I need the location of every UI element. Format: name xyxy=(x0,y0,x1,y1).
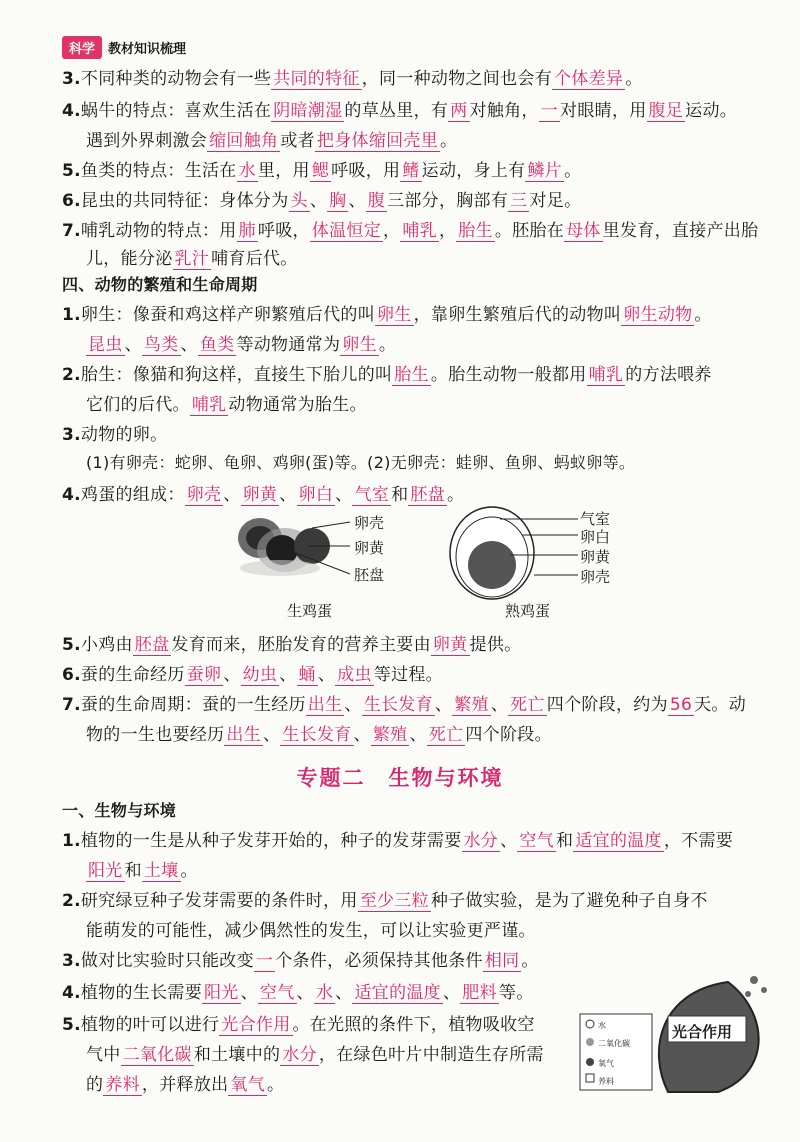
answer: 光合作用 xyxy=(221,1015,291,1035)
item-number: 2. xyxy=(62,891,81,911)
answer: 卵壳 xyxy=(186,485,222,505)
text: 。 xyxy=(180,861,198,881)
answer: 阴暗潮湿 xyxy=(273,101,343,121)
answer: 空气 xyxy=(259,983,295,1003)
text: 等。 xyxy=(498,983,534,1003)
answer: 胚盘 xyxy=(134,635,170,655)
answer: 适宜的温度 xyxy=(354,983,441,1003)
answer: 至少三粒 xyxy=(359,891,429,911)
answer: 水 xyxy=(238,161,256,181)
text: 、 xyxy=(348,191,366,211)
answer: 土壤 xyxy=(143,861,179,881)
env-1-line-2 xyxy=(86,856,198,881)
env-1-line xyxy=(62,826,733,851)
answer: 养料 xyxy=(105,1075,140,1095)
answer: 水分 xyxy=(282,1045,317,1065)
answer: 蚕卵 xyxy=(186,665,222,685)
item-number: 5. xyxy=(62,1015,81,1035)
text: 的 xyxy=(86,1075,104,1095)
answer: 头 xyxy=(290,191,308,211)
cooked-egg-label: 卵壳 xyxy=(580,568,611,586)
item-number: 7. xyxy=(62,695,81,715)
section-heading: 四、动物的繁殖和生命周期 xyxy=(62,275,258,294)
answer: 哺乳 xyxy=(588,365,624,385)
answer: 缩回触角 xyxy=(209,131,279,151)
item-number: 2. xyxy=(62,365,81,385)
answer: 胸 xyxy=(329,191,347,211)
repro-4-line xyxy=(62,480,464,505)
repro-1-line-2 xyxy=(86,330,396,355)
cooked-egg-caption: 熟鸡蛋 xyxy=(505,602,551,620)
answer: 哺乳 xyxy=(191,395,227,415)
item-number: 3. xyxy=(62,951,81,971)
env-5-line xyxy=(62,1010,535,1035)
answer: 哺乳 xyxy=(402,221,437,241)
text: 哺育后代。 xyxy=(211,249,298,269)
text: 物的一生也要经历 xyxy=(86,725,225,745)
text: 遇到外界刺激会 xyxy=(86,131,208,151)
cooked-egg-label: 卵白 xyxy=(580,528,611,546)
env-2-line xyxy=(62,886,708,911)
item-number: 1. xyxy=(62,831,81,851)
answer: 蛹 xyxy=(298,665,316,685)
raw-egg-label: 胚盘 xyxy=(354,566,385,584)
item-4-line-2 xyxy=(86,126,457,151)
text: 。 xyxy=(378,335,397,355)
item-number: 6. xyxy=(62,191,81,211)
answer: 胚盘 xyxy=(410,485,445,505)
answer: 阳光 xyxy=(204,983,239,1003)
text: 和土壤中的 xyxy=(193,1045,281,1065)
answer: 卵生 xyxy=(342,335,377,355)
text: 四个阶段，约为 xyxy=(546,695,668,715)
answer: 肺 xyxy=(238,221,256,241)
text: 发育而来，胚胎发育的营养主要由 xyxy=(171,635,431,655)
raw-egg-caption: 生鸡蛋 xyxy=(287,602,333,620)
repro-5-line xyxy=(62,630,521,655)
text: 。胎生动物一般都用 xyxy=(430,365,587,385)
text: ，并释放出 xyxy=(141,1075,229,1095)
text: 它们的后代。 xyxy=(86,395,190,415)
answer: 鱼类 xyxy=(199,335,235,355)
text: 运动，身上有 xyxy=(421,161,526,181)
repro-6-line xyxy=(62,660,443,685)
text: 气中 xyxy=(86,1045,121,1065)
answer: 卵黄 xyxy=(432,635,468,655)
text: 、 xyxy=(124,335,142,355)
env-2-line-2: 能萌发的可能性，减少偶然性的发生，可以让实验更严谨。 xyxy=(86,921,536,941)
text: 、 xyxy=(335,485,353,505)
section-heading: 一、生物与环境 xyxy=(62,801,177,820)
text: 提供。 xyxy=(469,635,522,655)
photosynthesis-title: 光合作用 xyxy=(672,1023,733,1041)
text: 、 xyxy=(500,831,518,851)
raw-egg-label: 卵壳 xyxy=(354,514,385,532)
answer: 幼虫 xyxy=(242,665,278,685)
answer: 二氧化碳 xyxy=(122,1045,192,1065)
answer: 繁殖 xyxy=(372,725,408,745)
text: 、 xyxy=(317,665,336,685)
text: 呼吸，用 xyxy=(331,161,401,181)
answer: 母体 xyxy=(566,221,601,241)
text: 、 xyxy=(490,695,509,715)
text: 蜗牛的特点：喜欢生活在 xyxy=(80,101,272,121)
text: 动物通常为胎生。 xyxy=(228,395,367,415)
text: 。 xyxy=(694,305,712,325)
text: 等动物通常为 xyxy=(236,335,341,355)
text: 。 xyxy=(564,161,582,181)
item-6-line xyxy=(62,186,581,211)
text: 三部分，胸部有 xyxy=(387,191,509,211)
answer: 一 xyxy=(540,101,559,121)
answer: 体温恒定 xyxy=(311,221,382,241)
answer: 死亡 xyxy=(510,695,545,715)
item-number: 4. xyxy=(62,983,81,1003)
text: 鸡蛋的组成： xyxy=(80,485,185,505)
item-number: 7. xyxy=(62,221,81,241)
answer: 出生 xyxy=(226,725,262,745)
answer: 把身体缩回壳里 xyxy=(316,131,439,151)
text: 、 xyxy=(223,665,241,685)
text: 昆虫的共同特征：身体分为 xyxy=(80,191,289,211)
text: 不同种类的动物会有一些 xyxy=(80,69,272,89)
subject-badge: 科学 xyxy=(62,36,102,59)
text: 哺乳动物的特点：用 xyxy=(80,221,237,241)
answer: 氧气 xyxy=(230,1075,266,1095)
item-7-line-2 xyxy=(86,244,298,269)
legend-label: 二氧化碳 xyxy=(598,1039,630,1048)
text: 、 xyxy=(279,665,297,685)
answer: 鸟类 xyxy=(143,335,179,355)
text: 的方法喂养 xyxy=(625,365,712,385)
text: 植物的一生是从种子发芽开始的，种子的发芽需要 xyxy=(80,831,462,851)
text: 种子做实验，是为了避免种子自身不 xyxy=(430,891,708,911)
answer: 死亡 xyxy=(428,725,464,745)
answer: 成虫 xyxy=(337,665,372,685)
text: 对足。 xyxy=(529,191,582,211)
answer: 鳞片 xyxy=(527,161,563,181)
text: 。 xyxy=(521,951,539,971)
text: 植物的叶可以进行 xyxy=(80,1015,220,1035)
answer: 繁殖 xyxy=(454,695,489,715)
answer: 一 xyxy=(255,951,274,971)
repro-7-line xyxy=(62,690,746,715)
answer: 适宜的温度 xyxy=(575,831,662,851)
text: 、 xyxy=(344,695,362,715)
page-header xyxy=(62,35,186,59)
topic-title: 专题二 生物与环境 xyxy=(296,766,504,790)
text: 研究绿豆种子发芽需要的条件时，用 xyxy=(80,891,358,911)
text: 等过程。 xyxy=(373,665,443,685)
env-3-line xyxy=(62,946,539,971)
legend-label: 氧气 xyxy=(598,1059,614,1068)
text: ，同一种动物之间也会有 xyxy=(361,69,553,89)
text: 。 xyxy=(447,485,465,505)
repro-1-line xyxy=(62,300,712,325)
legend-label: 养料 xyxy=(598,1077,614,1086)
answer: 腹 xyxy=(367,191,386,211)
repro-2-line xyxy=(62,360,712,385)
item-number: 6. xyxy=(62,665,81,685)
answer: 卵黄 xyxy=(242,485,278,505)
text: 对眼睛，用 xyxy=(560,101,647,121)
answer: 水分 xyxy=(463,831,499,851)
answer: 共同的特征 xyxy=(273,69,360,89)
env-4-line xyxy=(62,978,534,1003)
text: 、 xyxy=(335,983,353,1003)
raw-egg-label: 卵黄 xyxy=(354,539,385,557)
answer: 生长发育 xyxy=(282,725,352,745)
answer: 腹足 xyxy=(648,101,684,121)
answer: 56 xyxy=(669,695,693,715)
answer: 出生 xyxy=(307,695,343,715)
text: 运动。 xyxy=(685,101,738,121)
answer: 相同 xyxy=(484,951,520,971)
text: 儿，能分泌 xyxy=(86,249,173,269)
text: 、 xyxy=(180,335,198,355)
text: 呼吸， xyxy=(257,221,310,241)
text: 对触角， xyxy=(469,101,539,121)
text: 、 xyxy=(434,695,453,715)
text: 和 xyxy=(391,485,409,505)
answer: 鳃 xyxy=(311,161,330,181)
answer: 胎生 xyxy=(458,221,493,241)
answer: 阳光 xyxy=(88,861,123,881)
text: 和 xyxy=(556,831,574,851)
env-5-line-2 xyxy=(86,1040,544,1065)
text: ，不需要 xyxy=(663,831,734,851)
item-number: 3. xyxy=(62,425,81,445)
text: 、 xyxy=(442,983,461,1003)
text: ，在绿色叶片中制造生存所需 xyxy=(318,1045,544,1065)
answer: 气室 xyxy=(354,485,390,505)
text: 里，用 xyxy=(257,161,310,181)
item-number: 5. xyxy=(62,161,81,181)
legend-label: 水 xyxy=(598,1021,606,1030)
env-5-line-3 xyxy=(86,1070,284,1095)
item-number: 3. xyxy=(62,69,81,89)
item-7-line xyxy=(62,216,758,241)
text: 。 xyxy=(625,69,643,89)
answer: 卵白 xyxy=(298,485,334,505)
answer: 个体差异 xyxy=(554,69,624,89)
item-number: 4. xyxy=(62,101,81,121)
header-title: 教材知识梳理 xyxy=(108,41,187,57)
answer: 两 xyxy=(450,101,468,121)
text: 。在光照的条件下，植物吸收空 xyxy=(292,1015,535,1035)
text: 、 xyxy=(353,725,371,745)
text: 四个阶段。 xyxy=(465,725,552,745)
answer: 昆虫 xyxy=(88,335,123,355)
text: 胎生：像猫和狗这样，直接生下胎儿的叫 xyxy=(80,365,393,385)
text: 个条件，必须保持其他条件 xyxy=(275,951,483,971)
answer: 胎生 xyxy=(394,365,429,385)
answer: 乳汁 xyxy=(174,249,210,269)
answer: 空气 xyxy=(519,831,555,851)
text: 植物的生长需要 xyxy=(80,983,202,1003)
repro-3-line xyxy=(62,420,167,445)
text: 蚕的生命经历 xyxy=(80,665,185,685)
text: 、 xyxy=(240,983,258,1003)
text: 卵生：像蚕和鸡这样产卵繁殖后代的叫 xyxy=(80,305,375,325)
answer: 鳍 xyxy=(402,161,420,181)
text: 、 xyxy=(223,485,241,505)
answer: 三 xyxy=(510,191,528,211)
text: 、 xyxy=(263,725,281,745)
answer: 肥料 xyxy=(462,983,497,1003)
item-3-line xyxy=(62,64,643,89)
text: 动物的卵。 xyxy=(80,425,168,445)
text: 。 xyxy=(267,1075,285,1095)
text: ， xyxy=(383,221,401,241)
item-number: 1. xyxy=(62,305,81,325)
cooked-egg-image xyxy=(440,505,590,605)
answer: 生长发育 xyxy=(363,695,433,715)
item-5-line xyxy=(62,156,581,181)
text: 。 xyxy=(440,131,458,151)
text: 或者 xyxy=(280,131,315,151)
text: 、 xyxy=(309,191,328,211)
text: 、 xyxy=(296,983,314,1003)
answer: 水 xyxy=(315,983,334,1003)
item-number: 5. xyxy=(62,635,81,655)
text: 蚕的生命周期：蚕的一生经历 xyxy=(80,695,306,715)
repro-2-line-2 xyxy=(86,390,367,415)
text: 、 xyxy=(279,485,297,505)
text: 、 xyxy=(409,725,427,745)
text: 的草丛里，有 xyxy=(344,101,449,121)
item-number: 4. xyxy=(62,485,81,505)
repro-3-line-2: (1)有卵壳：蛇卵、龟卵、鸡卵(蛋)等。(2)无卵壳：蛙卵、鱼卵、蚂蚁卵等。 xyxy=(86,453,636,472)
text: ，靠卵生繁殖后代的动物叫 xyxy=(413,305,622,325)
cooked-egg-label: 卵黄 xyxy=(580,548,611,566)
text: 里发育，直接产出胎 xyxy=(602,221,759,241)
text: 做对比实验时只能改变 xyxy=(80,951,254,971)
repro-7-line-2 xyxy=(86,720,552,745)
text: 鱼类的特点：生活在 xyxy=(80,161,237,181)
text: ， xyxy=(438,221,457,241)
text: 。胚胎在 xyxy=(494,221,565,241)
item-4-line xyxy=(62,96,737,121)
answer: 卵生动物 xyxy=(623,305,693,325)
answer: 卵生 xyxy=(377,305,412,325)
cooked-egg-label: 气室 xyxy=(580,510,611,528)
text: 天。动 xyxy=(694,695,747,715)
text: 和 xyxy=(124,861,142,881)
text: 小鸡由 xyxy=(80,635,133,655)
